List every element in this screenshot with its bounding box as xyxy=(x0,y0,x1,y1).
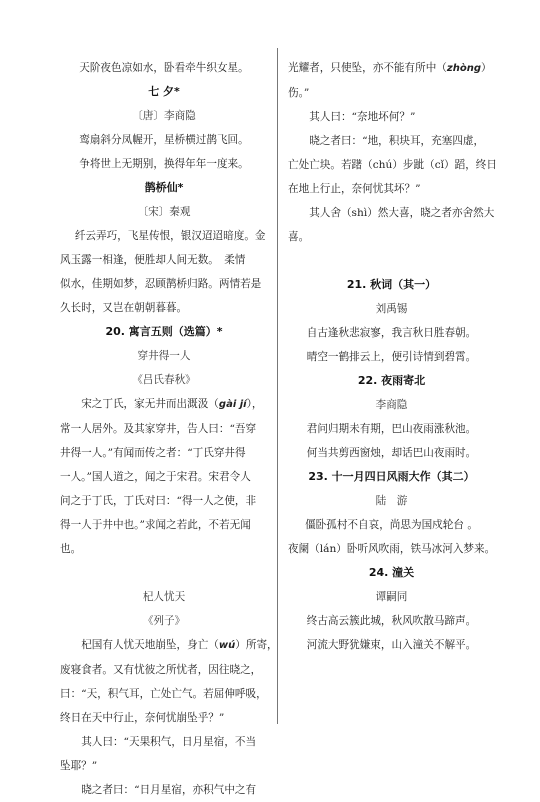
poem-line: 自古逢秋悲寂寥，我言秋日胜春朝。 xyxy=(306,327,477,339)
text-line xyxy=(60,392,268,417)
poem-line: 君问归期未有期，巴山夜雨涨秋池。 xyxy=(306,423,477,435)
author-line: 陆 游 xyxy=(375,495,408,507)
poem-line: 夜阑（lán）卧听风吹雨，铁马冰河入梦来。 xyxy=(288,543,496,555)
text-segment: ）所寄， xyxy=(235,639,278,651)
text-segment: 宋之丁氏，家无井而出溉汲（ xyxy=(81,398,219,410)
text-line: 废寝食者。又有忧彼之所忧者，因往晓之， xyxy=(60,664,262,676)
author-line: 《吕氏春秋》 xyxy=(132,374,196,386)
text-segment: 杞国有人忧天地崩坠，身亡（ xyxy=(81,639,219,651)
text-line: 久长时，又岂在朝朝暮暮。 xyxy=(60,302,188,314)
text-line xyxy=(60,633,278,658)
text-line: 晓之者曰：“日月星宿，亦积气中之有 xyxy=(81,784,257,796)
text-line: 亡处亡块。若躇（chú）步跐（cǐ）蹈，终日 xyxy=(288,159,497,171)
text-line: 纤云弄巧，飞星传恨，银汉迢迢暗度。金 xyxy=(74,230,266,242)
spacer xyxy=(60,561,268,585)
poem-line: 河流大野犹嫌束，山入潼关不解平。 xyxy=(306,639,477,651)
section-heading: 七 夕* xyxy=(148,85,180,98)
text-line: 终日在天中行止，奈何忧崩坠乎？” xyxy=(60,712,225,724)
text-segment: 光耀者，只使坠，亦不能有所中（ xyxy=(288,62,447,74)
author-line: 《列子》 xyxy=(142,615,186,627)
section-heading: 22. 夜雨寄北 xyxy=(357,374,426,387)
left-column xyxy=(60,56,278,802)
text-line: 问之于丁氏，丁氏对曰：“得一人之使，非 xyxy=(60,495,257,507)
text-line: 晓之者曰：“地，积块耳，充塞四虚， xyxy=(309,135,485,147)
right-column xyxy=(288,56,495,657)
text-line: 常一人居外。及其家穿井，告人曰：“吾穿 xyxy=(60,423,257,435)
pinyin-annotation: zhòng xyxy=(446,63,481,74)
text-line: 得一人于井中也。”求闻之若此，不若无闻 xyxy=(60,519,251,531)
text-line: 也。 xyxy=(60,543,82,555)
poem-line: 天阶夜色凉如水，卧看牵牛织女星。 xyxy=(79,62,249,74)
text-line: 其人曰：“天果积气，日月星宿，不当 xyxy=(81,736,257,748)
text-line: 喜。 xyxy=(288,231,310,243)
text-line: 似水，佳期如梦，忍顾鹊桥归路。两情若是 xyxy=(60,278,262,290)
section-heading: 21. 秋词（其一） xyxy=(346,278,437,291)
text-line xyxy=(288,56,495,81)
poem-line: 争将世上无期别，换得年年一度来。 xyxy=(79,158,249,170)
text-line: 其人曰：“奈地坏何？” xyxy=(309,111,416,123)
text-line: 曰：“天，积气耳，亡处亡气。若屈伸呼吸， xyxy=(60,688,267,700)
poem-line: 鸾扇斜分凤幄开，星桥横过鹊飞回。 xyxy=(79,134,249,146)
text-line: 在地上行止，奈何忧其坏？” xyxy=(288,183,421,195)
text-line: 其人舍（shì）然大喜，晓之者亦舍然大 xyxy=(309,207,495,219)
text-line: 井得一人。”有闻而传之者：“丁氏穿井得 xyxy=(60,447,246,459)
pinyin-annotation: wú xyxy=(218,640,236,651)
text-line: 伤。” xyxy=(288,87,310,99)
text-segment: ）， xyxy=(246,398,263,410)
author-line: 谭嗣同 xyxy=(375,591,408,603)
text-line: 一人。”国人道之，闻之于宋君。宋君令人 xyxy=(60,471,251,483)
author-line: 李商隐 xyxy=(375,399,408,411)
poem-line: 晴空一鹤排云上，便引诗情到碧霄。 xyxy=(306,351,477,363)
author-line: 〔宋〕秦观 xyxy=(137,206,191,218)
poem-line: 终古高云簇此城，秋风吹散马蹄声。 xyxy=(306,615,477,627)
poem-line: 何当共剪西窗烛，却话巴山夜雨时。 xyxy=(306,447,477,459)
section-heading: 23. 十一月四日风雨大作（其二） xyxy=(308,470,475,483)
section-heading: 20. 寓言五则（选篇）* xyxy=(105,325,223,338)
poem-line: 僵卧孤村不自哀，尚思为国戍轮台 。 xyxy=(305,519,478,531)
text-line: 风玉露一相逢，便胜却人间无数。 柔情 xyxy=(60,254,246,266)
text-segment: ） xyxy=(481,62,492,74)
author-line: 〔唐〕李商隐 xyxy=(132,110,196,122)
spacer xyxy=(288,249,495,273)
column-divider xyxy=(277,48,278,724)
author-line: 刘禹锡 xyxy=(375,303,408,315)
section-heading: 鹊桥仙* xyxy=(144,181,184,194)
author-line: 杞人忧天 xyxy=(142,591,186,603)
author-line: 穿井得一人 xyxy=(137,350,191,362)
pinyin-annotation: gài jí xyxy=(218,399,247,410)
section-heading: 24. 潼关 xyxy=(368,566,415,579)
text-line: 坠耶？” xyxy=(60,760,98,772)
